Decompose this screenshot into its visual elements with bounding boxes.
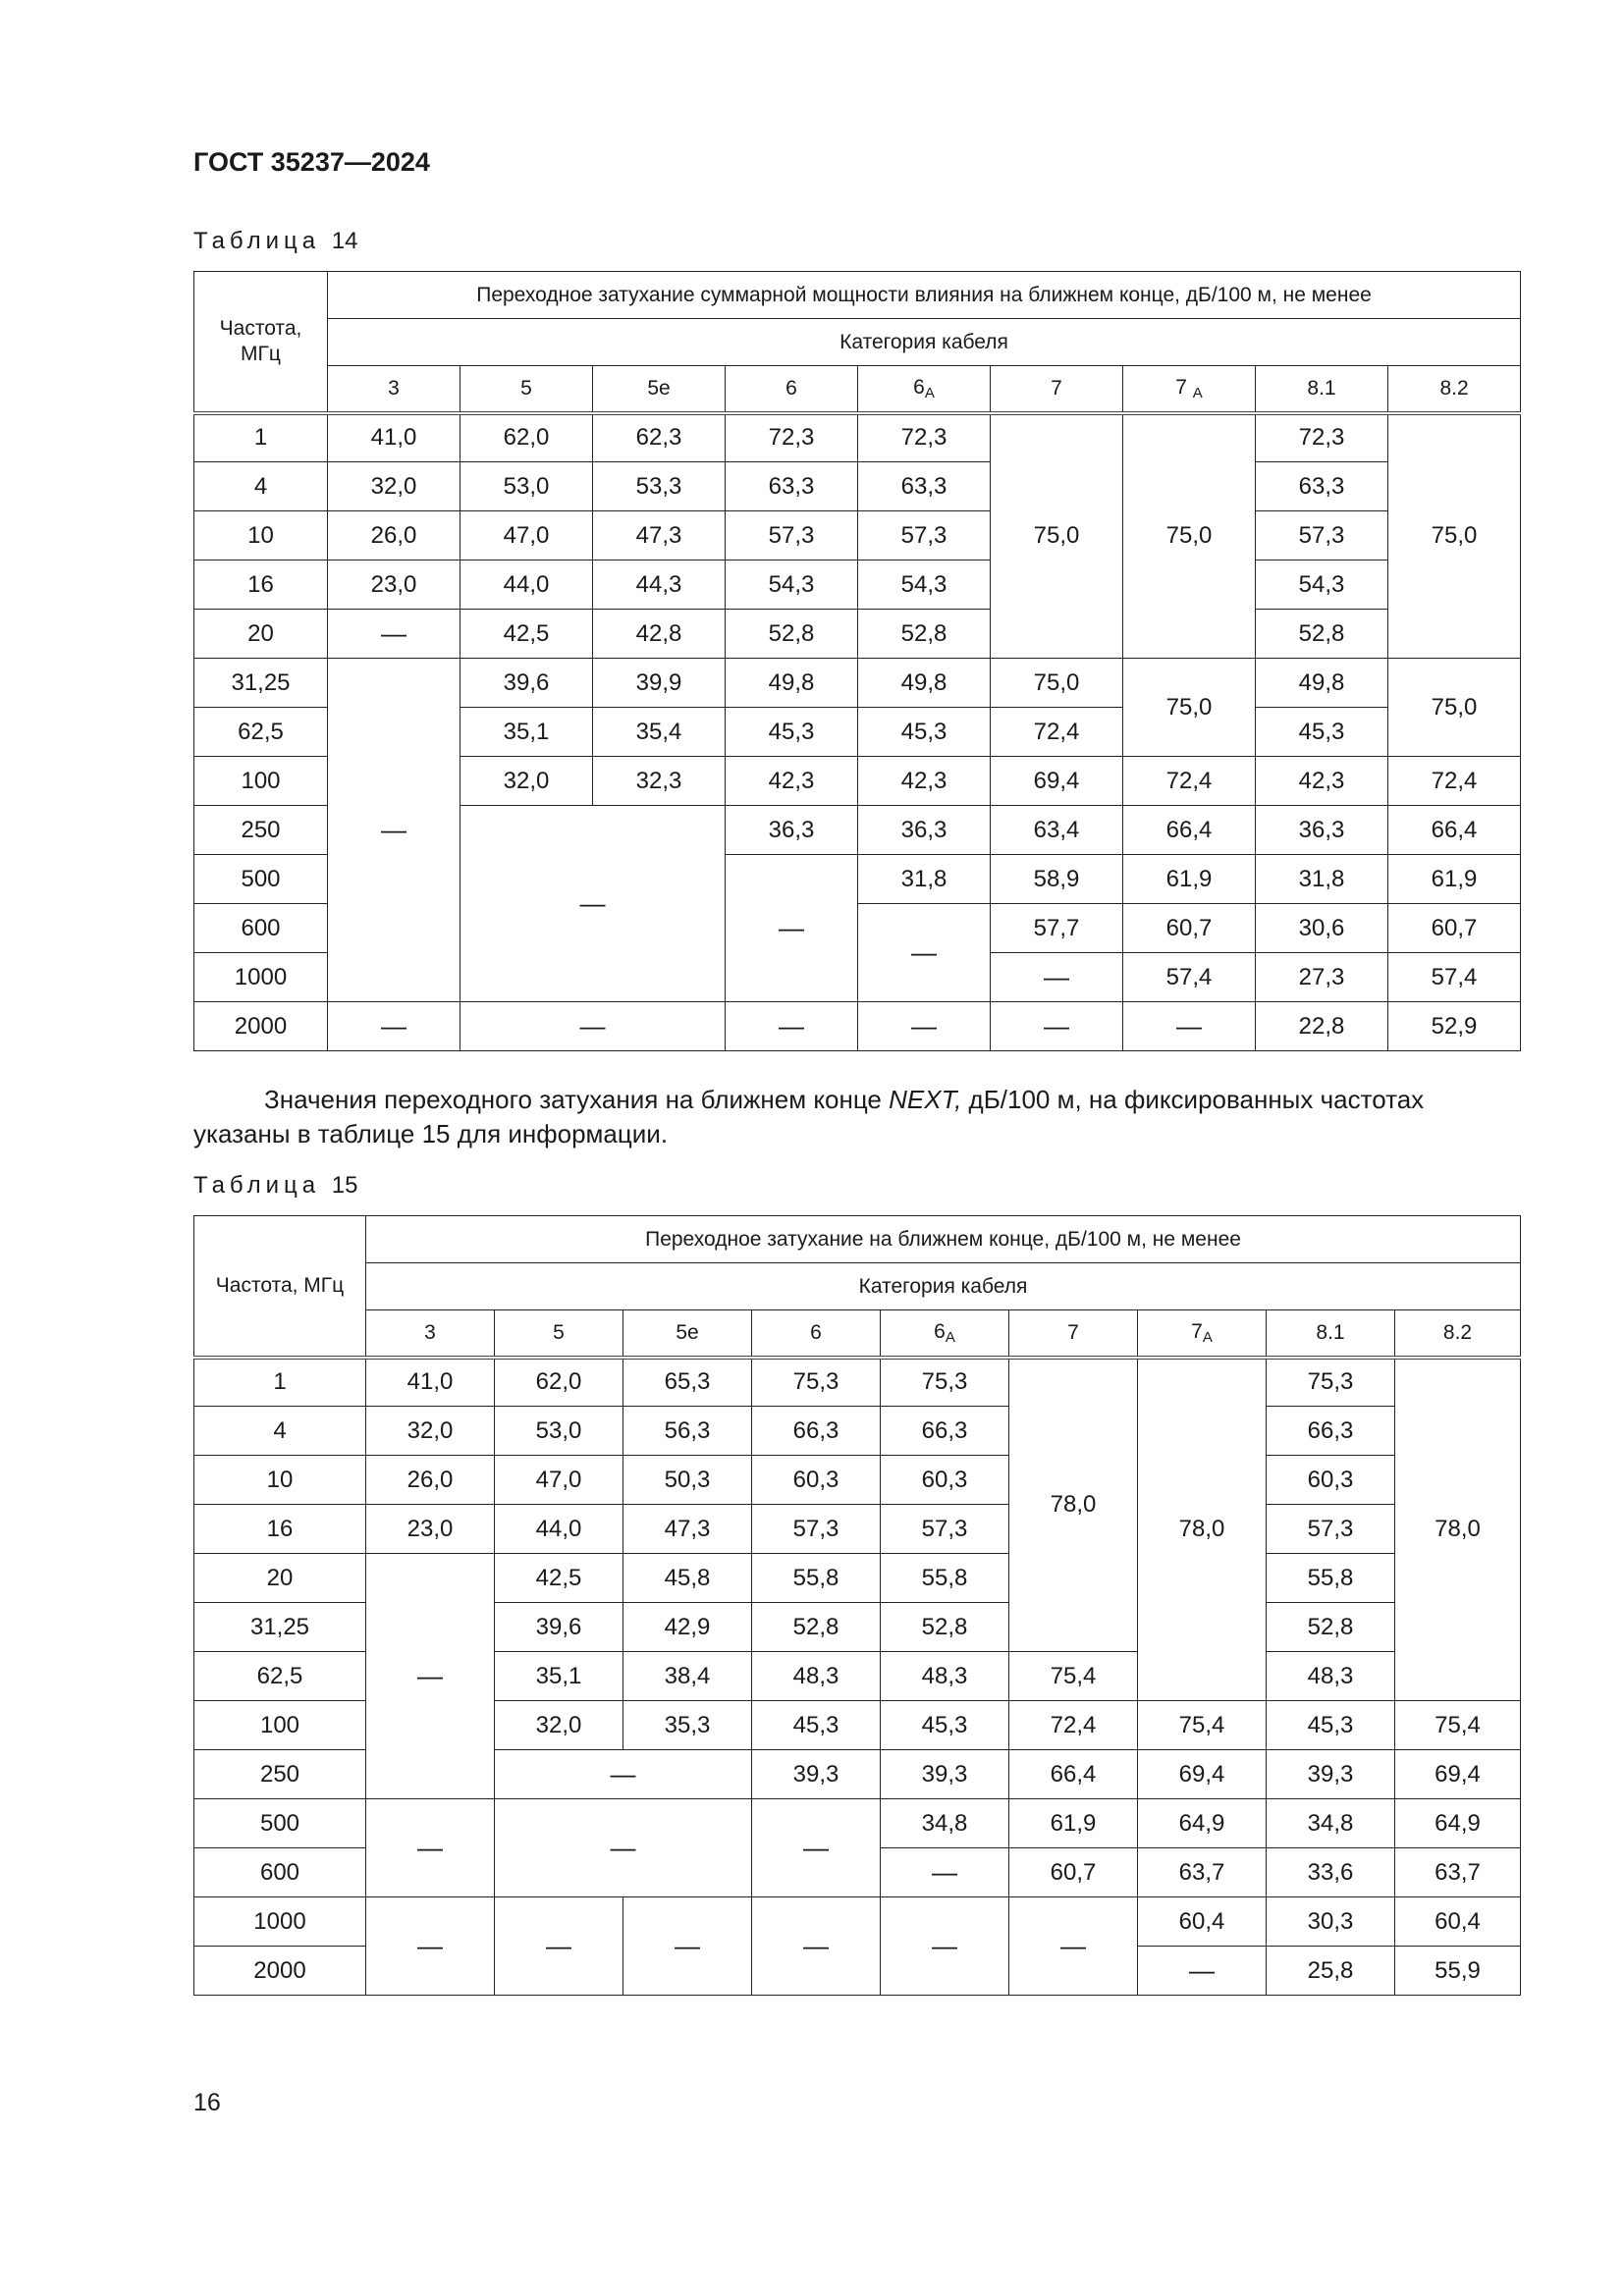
merged-dash-cell: —: [366, 1554, 495, 1799]
table-row: 16 23,0 44,0 44,3 54,3 54,3 54,3: [194, 561, 1521, 610]
merged-dash-cell: —: [328, 659, 460, 1002]
table-row: 1000 — — — — — — 60,4 30,3 60,4: [194, 1897, 1521, 1947]
table-row: 500 — 31,8 58,9 61,9 31,8 61,9: [194, 855, 1521, 904]
document-header: ГОСТ 35237—2024: [193, 147, 430, 177]
category-8-2: 8.2: [1395, 1310, 1521, 1358]
table-row: 250 — 39,3 39,3 66,4 69,4 39,3 69,4: [194, 1750, 1521, 1799]
category-3: 3: [328, 366, 460, 413]
category-6: 6: [752, 1310, 881, 1358]
table-title: Переходное затухание на ближнем конце, дБ/100 м, не менее: [366, 1216, 1521, 1263]
merged-cell: 75,0: [1123, 413, 1256, 659]
table-row: 20 — 42,5 42,8 52,8 52,8 52,8: [194, 610, 1521, 659]
merged-dash-cell: —: [366, 1897, 495, 1996]
merged-dash-cell: —: [495, 1799, 752, 1897]
caption-word: Таблица: [193, 228, 321, 254]
category-3: 3: [366, 1310, 495, 1358]
table-row: 250 — 36,3 36,3 63,4 66,4 36,3 66,4: [194, 806, 1521, 855]
caption-number: 14: [331, 228, 358, 254]
merged-cell: 75,0: [1123, 659, 1256, 757]
merged-dash-cell: —: [752, 1799, 881, 1897]
merged-dash-cell: —: [495, 1897, 623, 1996]
table-row: 31,25 — 39,6 39,9 49,8 49,8 75,0 75,0 49,8 75,0: [194, 659, 1521, 708]
category-6a: $6_A$: [858, 366, 991, 413]
table-row: 20 — 42,5 45,8 55,8 55,8 55,8: [194, 1554, 1521, 1603]
category-8-2: 8.2: [1388, 366, 1521, 413]
merged-dash-cell: —: [460, 806, 726, 1002]
merged-dash-cell: —: [858, 904, 991, 1002]
category-5: 5: [495, 1310, 623, 1358]
category-7a: $7_A$: [1138, 1310, 1267, 1358]
table-row: 100 32,0 35,3 45,3 45,3 72,4 75,4 45,3 75,4: [194, 1701, 1521, 1750]
table-row: 31,25 39,6 42,9 52,8 52,8 52,8: [194, 1603, 1521, 1652]
table-14: [193, 271, 1521, 1051]
merged-dash-cell: —: [881, 1897, 1009, 1996]
table-row: 1 41,0 62,0 65,3 75,3 75,3 78,0 78,0 75,3 78,0: [194, 1358, 1521, 1407]
table-row: 2000 — 25,8 55,9: [194, 1947, 1521, 1996]
table-14-caption: [193, 228, 357, 255]
merged-dash-cell: —: [366, 1799, 495, 1897]
table-row: 10 26,0 47,0 47,3 57,3 57,3 57,3: [194, 511, 1521, 561]
body-paragraph: Значения переходного затухания на ближнем конце NEXT, дБ/100 м, на фиксированных частотах указаны в таблице 15 для информации.: [193, 1085, 1425, 1148]
category-6: 6: [726, 366, 858, 413]
category-5: 5: [460, 366, 593, 413]
table-row: 62,5 35,1 35,4 45,3 45,3 72,4 45,3: [194, 708, 1521, 757]
table-row: 600 — 60,7 63,7 33,6 63,7: [194, 1848, 1521, 1897]
merged-dash-cell: —: [726, 855, 858, 1002]
table-title: Переходное затухание суммарной мощности влияния на ближнем конце, дБ/100 м, не менее: [328, 272, 1521, 319]
table-15-caption: [193, 1172, 357, 1200]
table-row: 10 26,0 47,0 50,3 60,3 60,3 60,3: [194, 1456, 1521, 1505]
category-label: Категория кабеля: [328, 319, 1521, 366]
frequency-header: Частота, МГц: [194, 272, 328, 413]
table-row: 500 — — — 34,8 61,9 64,9 34,8 64,9: [194, 1799, 1521, 1848]
merged-cell: 75,0: [1388, 413, 1521, 659]
merged-cell: 78,0: [1138, 1358, 1267, 1701]
category-7a: 7 $_A$: [1123, 366, 1256, 413]
table-row: 600 — 57,7 60,7 30,6 60,7: [194, 904, 1521, 953]
category-7: 7: [991, 366, 1123, 413]
merged-dash-cell: —: [495, 1750, 752, 1799]
merged-cell: 78,0: [1395, 1358, 1521, 1701]
table-row: 16 23,0 44,0 47,3 57,3 57,3 57,3: [194, 1505, 1521, 1554]
table-row: 100 32,0 32,3 42,3 42,3 69,4 72,4 42,3 72,4: [194, 757, 1521, 806]
merged-cell: 78,0: [1009, 1358, 1138, 1652]
merged-dash-cell: —: [1009, 1897, 1138, 1996]
category-5e: 5e: [593, 366, 726, 413]
merged-dash-cell: —: [752, 1897, 881, 1996]
category-label: Категория кабеля: [366, 1263, 1521, 1310]
category-7: 7: [1009, 1310, 1138, 1358]
table-15: [193, 1215, 1521, 1996]
table-row: 1 41,0 62,0 62,3 72,3 72,3 75,0 75,0 72,3 75,0: [194, 413, 1521, 462]
merged-dash-cell: —: [623, 1897, 752, 1996]
category-8-1: 8.1: [1256, 366, 1388, 413]
table-row: 2000 — — — — — — 22,8 52,9: [194, 1002, 1521, 1051]
table-row: 1000 — 57,4 27,3 57,4: [194, 953, 1521, 1002]
table-row: 4 32,0 53,0 53,3 63,3 63,3 63,3: [194, 462, 1521, 511]
frequency-header: Частота, МГц: [194, 1216, 366, 1358]
caption-number: 15: [331, 1172, 358, 1199]
category-6a: $6_A$: [881, 1310, 1009, 1358]
merged-cell: 75,0: [1388, 659, 1521, 757]
category-8-1: 8.1: [1267, 1310, 1395, 1358]
caption-word: Таблица: [193, 1172, 321, 1199]
table-row: 62,5 35,1 38,4 48,3 48,3 75,4 48,3: [194, 1652, 1521, 1701]
page-number: 16: [193, 2089, 221, 2116]
category-5e: 5e: [623, 1310, 752, 1358]
table-row: 4 32,0 53,0 56,3 66,3 66,3 66,3: [194, 1407, 1521, 1456]
merged-cell: 75,0: [991, 413, 1123, 659]
